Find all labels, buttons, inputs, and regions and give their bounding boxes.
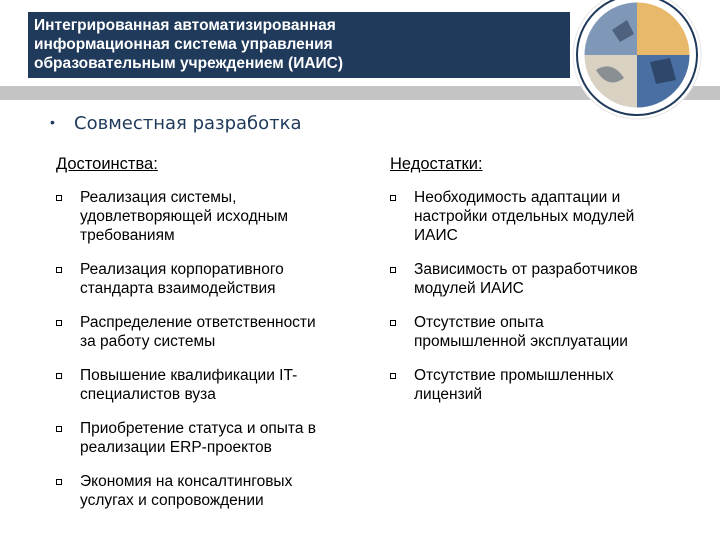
list-item: Повышение квалификации IT- специалистов вуза [56, 366, 356, 404]
checkbox-square-icon [56, 195, 62, 201]
checkbox-square-icon [56, 479, 62, 485]
list-item: Зависимость от разработчиков модулей ИАИС [390, 260, 690, 298]
disadvantages-heading: Недостатки: [390, 155, 483, 173]
title-line-2: информационная система управления [34, 36, 333, 53]
checkbox-square-icon [390, 373, 396, 379]
list-item: Реализация корпоративного стандарта взаимодействия [56, 260, 356, 298]
checkbox-square-icon [56, 267, 62, 273]
title-line-3: образовательным учреждением (ИАИС) [34, 55, 344, 72]
list-item: Экономия на консалтинговых услугах и сопровождении [56, 472, 356, 510]
advantages-heading: Достоинства: [56, 155, 158, 173]
logo-image [572, 0, 702, 130]
checkbox-square-icon [390, 267, 396, 273]
section-heading-text: Совместная разработка [74, 113, 302, 134]
list-item: Отсутствие промышленных лицензий [390, 366, 690, 404]
bullet-icon: • [50, 114, 55, 130]
disadvantages-column [390, 155, 690, 419]
checkbox-square-icon [56, 320, 62, 326]
page-title [34, 16, 554, 73]
list-item: Необходимость адаптации и настройки отдельных модулей ИАИС [390, 188, 690, 245]
checkbox-square-icon [390, 320, 396, 326]
advantages-column [56, 155, 356, 525]
title-line-1: Интегрированная автоматизированная [34, 17, 336, 34]
list-item: Отсутствие опыта промышленной эксплуатации [390, 313, 690, 351]
checkbox-square-icon [390, 195, 396, 201]
list-item: Реализация системы, удовлетворяющей исходным требованиям [56, 188, 356, 245]
list-item: Приобретение статуса и опыта в реализации ERP-проектов [56, 419, 356, 457]
checkbox-square-icon [56, 426, 62, 432]
list-item: Распределение ответственности за работу системы [56, 313, 356, 351]
checkbox-square-icon [56, 373, 62, 379]
